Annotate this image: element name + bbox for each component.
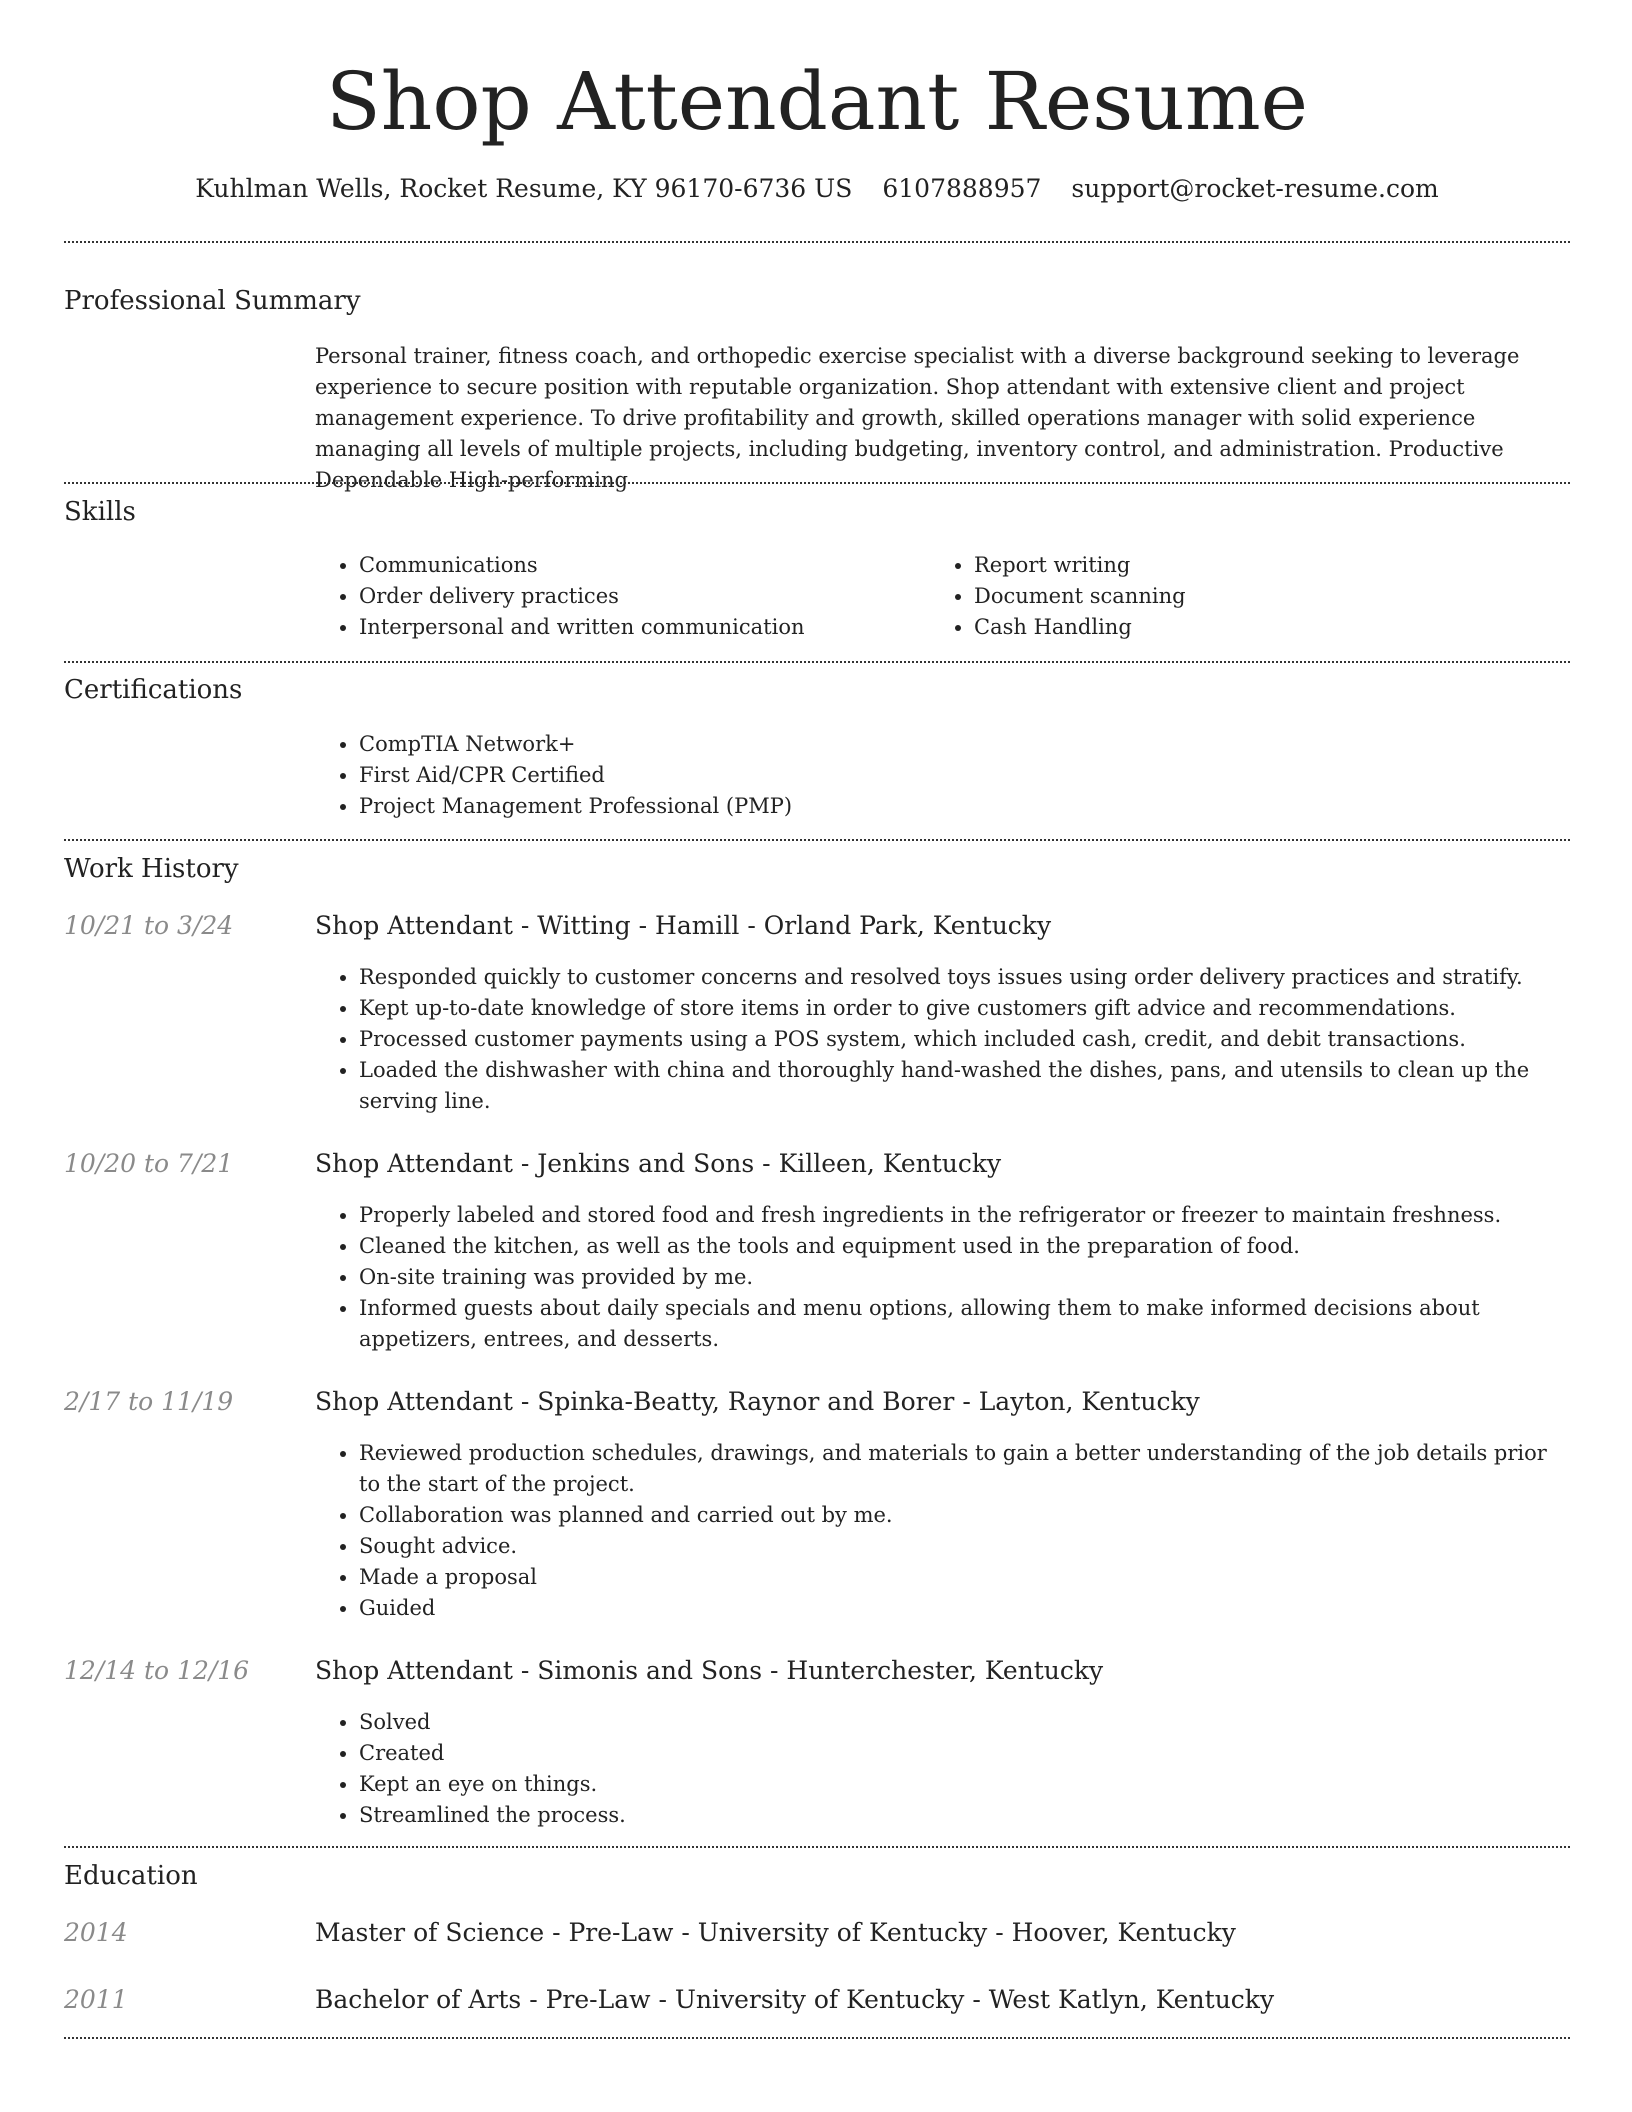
job-bullet: • Reviewed production schedules, drawings, and materials to gain a better understanding of the job details prior to the start of the project. [359,1438,1569,1500]
skill-item: • Communications [359,550,919,581]
job-title: Shop Attendant - Jenkins and Sons - Killeen, Kentucky [315,1149,1002,1178]
certifications-list [315,729,1559,822]
job-dates: 12/14 to 12/16 [64,1656,250,1685]
section-divider [64,2037,1570,2039]
job-bullet: • Streamlined the process. [359,1800,1569,1831]
contact-email: support@rocket-resume.com [1071,174,1439,203]
education-heading: Education [64,1861,198,1891]
job-bullet: • Processed customer payments using a POS system, which included cash, credit, and debit transactions. [359,1024,1569,1055]
job-title: Shop Attendant - Spinka-Beatty, Raynor and Borer - Layton, Kentucky [315,1387,1200,1416]
certification-item: • Project Management Professional (PMP) [359,791,1559,822]
skill-item: • Report writing [974,550,1574,581]
section-divider [64,661,1570,663]
certification-item: • CompTIA Network+ [359,729,1559,760]
job-bullet: • Sought advice. [359,1531,1569,1562]
job-dates: 10/21 to 3/24 [64,911,234,940]
education-year: 2011 [64,1985,128,2014]
job-bullets [315,1707,1569,1831]
job-bullet: • Loaded the dishwasher with china and thoroughly hand-washed the dishes, pans, and utensils to clean up the serving line. [359,1055,1569,1117]
job-bullet: • Created [359,1738,1569,1769]
job-bullet: • Kept an eye on things. [359,1769,1569,1800]
work-heading: Work History [64,854,239,884]
job-bullet: • Cleaned the kitchen, as well as the tools and equipment used in the preparation of food. [359,1231,1569,1262]
contact-phone: 6107888957 [882,174,1042,203]
education-year: 2014 [64,1918,128,1947]
certification-item: • First Aid/CPR Certified [359,760,1559,791]
skills-heading: Skills [64,497,136,527]
skills-list-right [930,550,1574,643]
job-bullet: • Collaboration was planned and carried out by me. [359,1500,1569,1531]
education-degree: Bachelor of Arts - Pre-Law - University of Kentucky - West Katlyn, Kentucky [315,1985,1275,2014]
skill-item: • Cash Handling [974,612,1574,643]
job-bullet: • Made a proposal [359,1562,1569,1593]
job-bullet: • Properly labeled and stored food and fresh ingredients in the refrigerator or freezer to maintain freshness. [359,1200,1569,1231]
section-divider [64,482,1570,484]
skill-item: • Interpersonal and written communication [359,612,919,643]
section-divider [64,839,1570,841]
education-degree: Master of Science - Pre-Law - University of Kentucky - Hoover, Kentucky [315,1918,1236,1947]
skill-item: • Document scanning [974,581,1574,612]
contact-address: Kuhlman Wells, Rocket Resume, KY 96170-6736 US [195,174,853,203]
summary-heading: Professional Summary [64,286,361,316]
job-dates: 2/17 to 11/19 [64,1387,234,1416]
contact-line [64,172,1570,206]
job-dates: 10/20 to 7/21 [64,1149,234,1178]
job-bullet: • On-site training was provided by me. [359,1262,1569,1293]
skills-list-left [315,550,919,643]
job-bullets [315,962,1569,1117]
job-bullet: • Kept up-to-date knowledge of store items in order to give customers gift advice and recommendations. [359,993,1569,1024]
section-divider [64,1846,1570,1848]
job-bullets [315,1200,1569,1355]
section-divider [64,241,1570,243]
job-title: Shop Attendant - Witting - Hamill - Orland Park, Kentucky [315,911,1052,940]
job-bullet: • Responded quickly to customer concerns and resolved toys issues using order delivery practices and stratify. [359,962,1569,993]
job-bullets [315,1438,1569,1624]
job-bullet: • Guided [359,1593,1569,1624]
summary-text: Personal trainer, fitness coach, and orthopedic exercise specialist with a diverse background seeking to leverage experience to secure position with reputable organization. Shop attendant with extensive client and project management experience. To drive profitability and growth, skilled operations manager with solid experience managing all levels of multiple projects, including budgeting, inventory control, and administration. Productive Dependable High-performing [315,344,1520,492]
job-bullet: • Solved [359,1707,1569,1738]
job-bullet: • Informed guests about daily specials and menu options, allowing them to make informed decisions about appetizers, entrees, and desserts. [359,1293,1569,1355]
resume-title: Shop Attendant Resume [325,55,1309,148]
job-title: Shop Attendant - Simonis and Sons - Hunterchester, Kentucky [315,1656,1104,1685]
skill-item: • Order delivery practices [359,581,919,612]
certifications-heading: Certifications [64,675,243,705]
